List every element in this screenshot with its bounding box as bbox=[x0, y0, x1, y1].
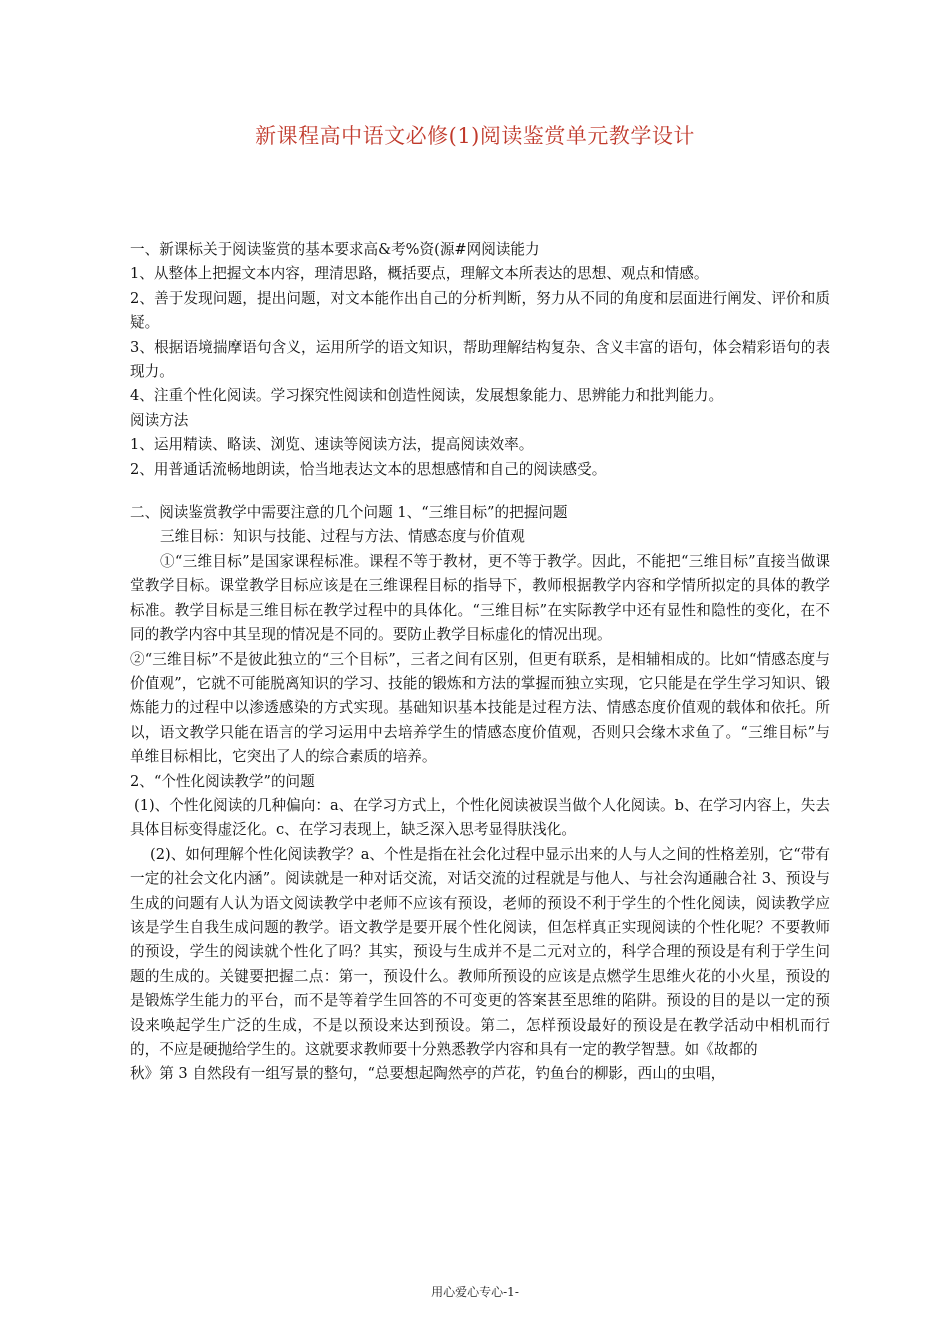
subheading: 2、“个性化阅读教学”的问题 bbox=[130, 772, 315, 790]
section-heading: 一、新课标关于阅读鉴赏的基本要求高&考%资(源#网阅读能力 bbox=[130, 241, 540, 258]
paragraph: 3、根据语境揣摩语句含义，运用所学的语文知识，帮助理解结构复杂、含义丰富的语句，体会精彩语句的表现力。 bbox=[130, 338, 830, 381]
paragraph: 2、用普通话流畅地朗读，恰当地表达文本的思想感情和自己的阅读感受。 bbox=[130, 460, 607, 478]
paragraph: 1、从整体上把握文本内容，理清思路，概括要点，理解文本所表达的思想、观点和情感。 bbox=[130, 265, 709, 283]
subheading: 阅读方法 bbox=[130, 411, 189, 429]
paragraph: ②“三维目标”不是彼此独立的“三个目标”，三者之间有区别，但更有联系，是相辅相成的。比如“情感态度与价值观”，它就不可能脱离知识的学习、技能的锻炼和方法的掌握而独立实现，它只能是在学生学习知识、锻炼能力的过程中以渗透感染的方式实现。基础知识基本技能是过程方法、情感态度价值观的载体和依托。所以，语文教学只能在语言的学习运用中去培养学生的情感态度价值观，否则只会缘木求鱼了。“三维目标”与单维目标相比，它突出了人的综合素质的培养。 bbox=[130, 650, 830, 766]
page-footer: 用心爱心专心-1- bbox=[431, 1285, 519, 1299]
paragraph: 1、运用精读、略读、浏览、速读等阅读方法，提高阅读效率。 bbox=[130, 436, 534, 454]
paragraph: 三维目标：知识与技能、过程与方法、情感态度与价值观 bbox=[160, 528, 525, 546]
document-body bbox=[130, 238, 830, 1087]
paragraph: (2)、如何理解个性化阅读教学？a、个性是指在社会化过程中显示出来的人与人之间的性格差别，它“带有一定的社会文化内涵”。阅读就是一种对话交流，对话交流的过程就是与他人、与社会沟通融合社 3、预设与生成的问题有人认为语文阅读教学中老师不应该有预设，老师的预设不利于学生的个性化阅读，阅读教学应该是学生自我生成问题的教学。语文教学是要开展个性化阅读，但怎样真正实现阅读的个性化呢？不要教师的预设，学生的阅读就个性化了吗？其实，预设与生成并不是二元对立的，科学合理的预设是有利于学生问题的生成的。关键要把握二点：第一，预设什么。教师所预设的应该是点燃学生思维火花的小火星，预设的是锻炼学生能力的平台，而不是等着学生回答的不可变更的答案甚至思维的陷阱。预设的目的是以一定的预设来唤起学生广泛的生成，不是以预设来达到预设。第二，怎样预设最好的预设是在教学活动中相机而行的，不应是硬抛给学生的。这就要求教师要十分熟悉教学内容和具有一定的教学智慧。如《故都的 bbox=[130, 845, 830, 1058]
paragraph: (1)、个性化阅读的几种偏向：a、在学习方式上，个性化阅读被误当做个人化阅读。b、在学习内容上，失去具体目标变得虚泛化。c、在学习表现上，缺乏深入思考显得肤浅化。 bbox=[130, 796, 830, 839]
document-title: 新课程高中语文必修(1)阅读鉴赏单元教学设计 bbox=[255, 124, 695, 148]
paragraph: ①“三维目标”是国家课程标准。课程不等于教材，更不等于教学。因此，不能把“三维目标”直接当做课堂教学目标。课堂教学目标应该是在三维课程目标的指导下，教师根据教学内容和学情所拟定的具体的教学标准。教学目标是三维目标在教学过程中的具体化。“三维目标”在实际教学中还有显性和隐性的变化，在不同的教学内容中其呈现的情况是不同的。要防止教学目标虚化的情况出现。 bbox=[130, 552, 830, 644]
paragraph: 秋》第 3 自然段有一组写景的整句，“总要想起陶然亭的芦花，钓鱼台的柳影，西山的虫唱， bbox=[130, 1065, 726, 1083]
paragraph: 4、注重个性化阅读。学习探究性阅读和创造性阅读，发展想象能力、思辨能力和批判能力。 bbox=[130, 387, 724, 405]
paragraph: 2、善于发现问题，提出问题，对文本能作出自己的分析判断，努力从不同的角度和层面进行阐发、评价和质疑。 bbox=[130, 289, 830, 332]
section-heading: 二、阅读鉴赏教学中需要注意的几个问题 1、“三维目标”的把握问题 bbox=[130, 504, 568, 522]
